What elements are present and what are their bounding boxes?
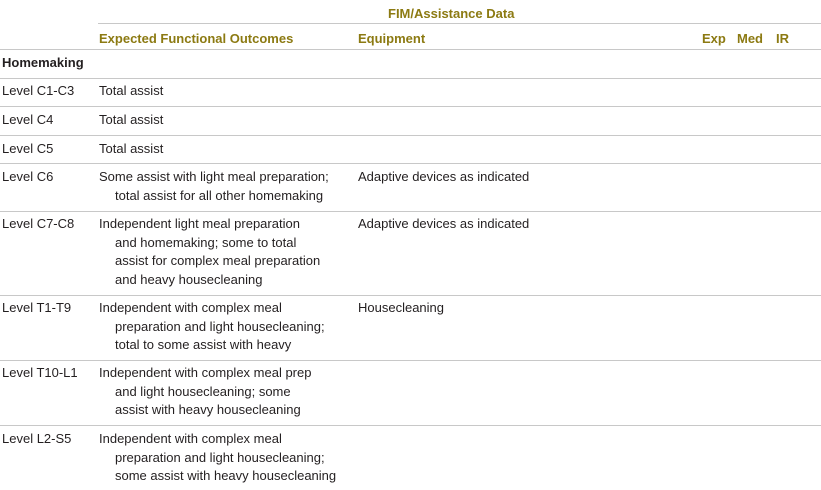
- row-level: Level T10-L1: [2, 365, 78, 380]
- row-divider: [0, 425, 821, 426]
- row-divider: [0, 135, 821, 136]
- row-level: Level L2-S5: [2, 431, 72, 446]
- outcome-line: Total assist: [99, 141, 164, 156]
- row-outcome: [99, 82, 354, 101]
- row-level: Level C5: [2, 141, 54, 156]
- row-level: Level C1-C3: [2, 83, 75, 98]
- outcome-line: and heavy housecleaning: [115, 271, 263, 287]
- row-divider: [0, 295, 821, 296]
- row-divider: [0, 360, 821, 361]
- outcome-line: total assist for all other homemaking: [115, 187, 324, 203]
- column-header-med: Med: [737, 31, 763, 46]
- row-outcome: [99, 299, 354, 355]
- row-equipment: Adaptive devices as indicated: [358, 169, 530, 184]
- row-outcome: [99, 364, 354, 420]
- outcome-line: assist for complex meal preparation: [115, 253, 321, 268]
- outcome-line: and light housecleaning; some: [115, 383, 291, 399]
- row-equipment: Housecleaning: [358, 300, 445, 315]
- column-header-equipment: Equipment: [358, 31, 426, 46]
- outcome-line: Total assist: [99, 112, 164, 127]
- column-header-outcomes: Expected Functional Outcomes: [99, 31, 294, 46]
- row-level: Level C6: [2, 169, 54, 184]
- section-title: Homemaking: [2, 55, 84, 70]
- outcome-line: and homemaking; some to total: [115, 234, 297, 250]
- outcome-line: Independent with complex meal prep: [99, 365, 312, 380]
- row-outcome: [99, 215, 354, 289]
- outcome-line: Independent with complex meal: [99, 300, 282, 315]
- row-outcome: [99, 140, 354, 159]
- row-outcome: [99, 168, 354, 205]
- column-header-ir: IR: [776, 31, 789, 46]
- row-outcome: [99, 111, 354, 130]
- outcome-line: preparation and light housecleaning;: [115, 318, 325, 334]
- group-header-rule: [98, 23, 821, 24]
- row-divider: [0, 163, 821, 164]
- section-rule: [0, 78, 821, 79]
- row-level: Level C7-C8: [2, 216, 75, 231]
- outcome-line: Independent light meal preparation: [99, 216, 300, 231]
- outcome-line: Some assist with light meal preparation;: [99, 169, 329, 184]
- outcome-line: Total assist: [99, 83, 164, 98]
- row-equipment: Adaptive devices as indicated: [358, 216, 530, 231]
- row-divider: [0, 211, 821, 212]
- outcome-line: total to some assist with heavy: [115, 337, 292, 352]
- row-level: Level C4: [2, 112, 54, 127]
- header-bottom-rule: [0, 49, 821, 50]
- outcome-line: assist with heavy housecleaning: [115, 402, 301, 417]
- group-header: FIM/Assistance Data: [388, 6, 515, 21]
- outcome-line: some assist with heavy housecleaning: [115, 468, 337, 483]
- row-divider: [0, 106, 821, 107]
- column-header-exp: Exp: [702, 31, 726, 46]
- row-level: Level T1-T9: [2, 300, 72, 315]
- row-outcome: [99, 430, 354, 486]
- outcome-line: Independent with complex meal: [99, 431, 282, 446]
- outcome-line: preparation and light housecleaning;: [115, 449, 325, 465]
